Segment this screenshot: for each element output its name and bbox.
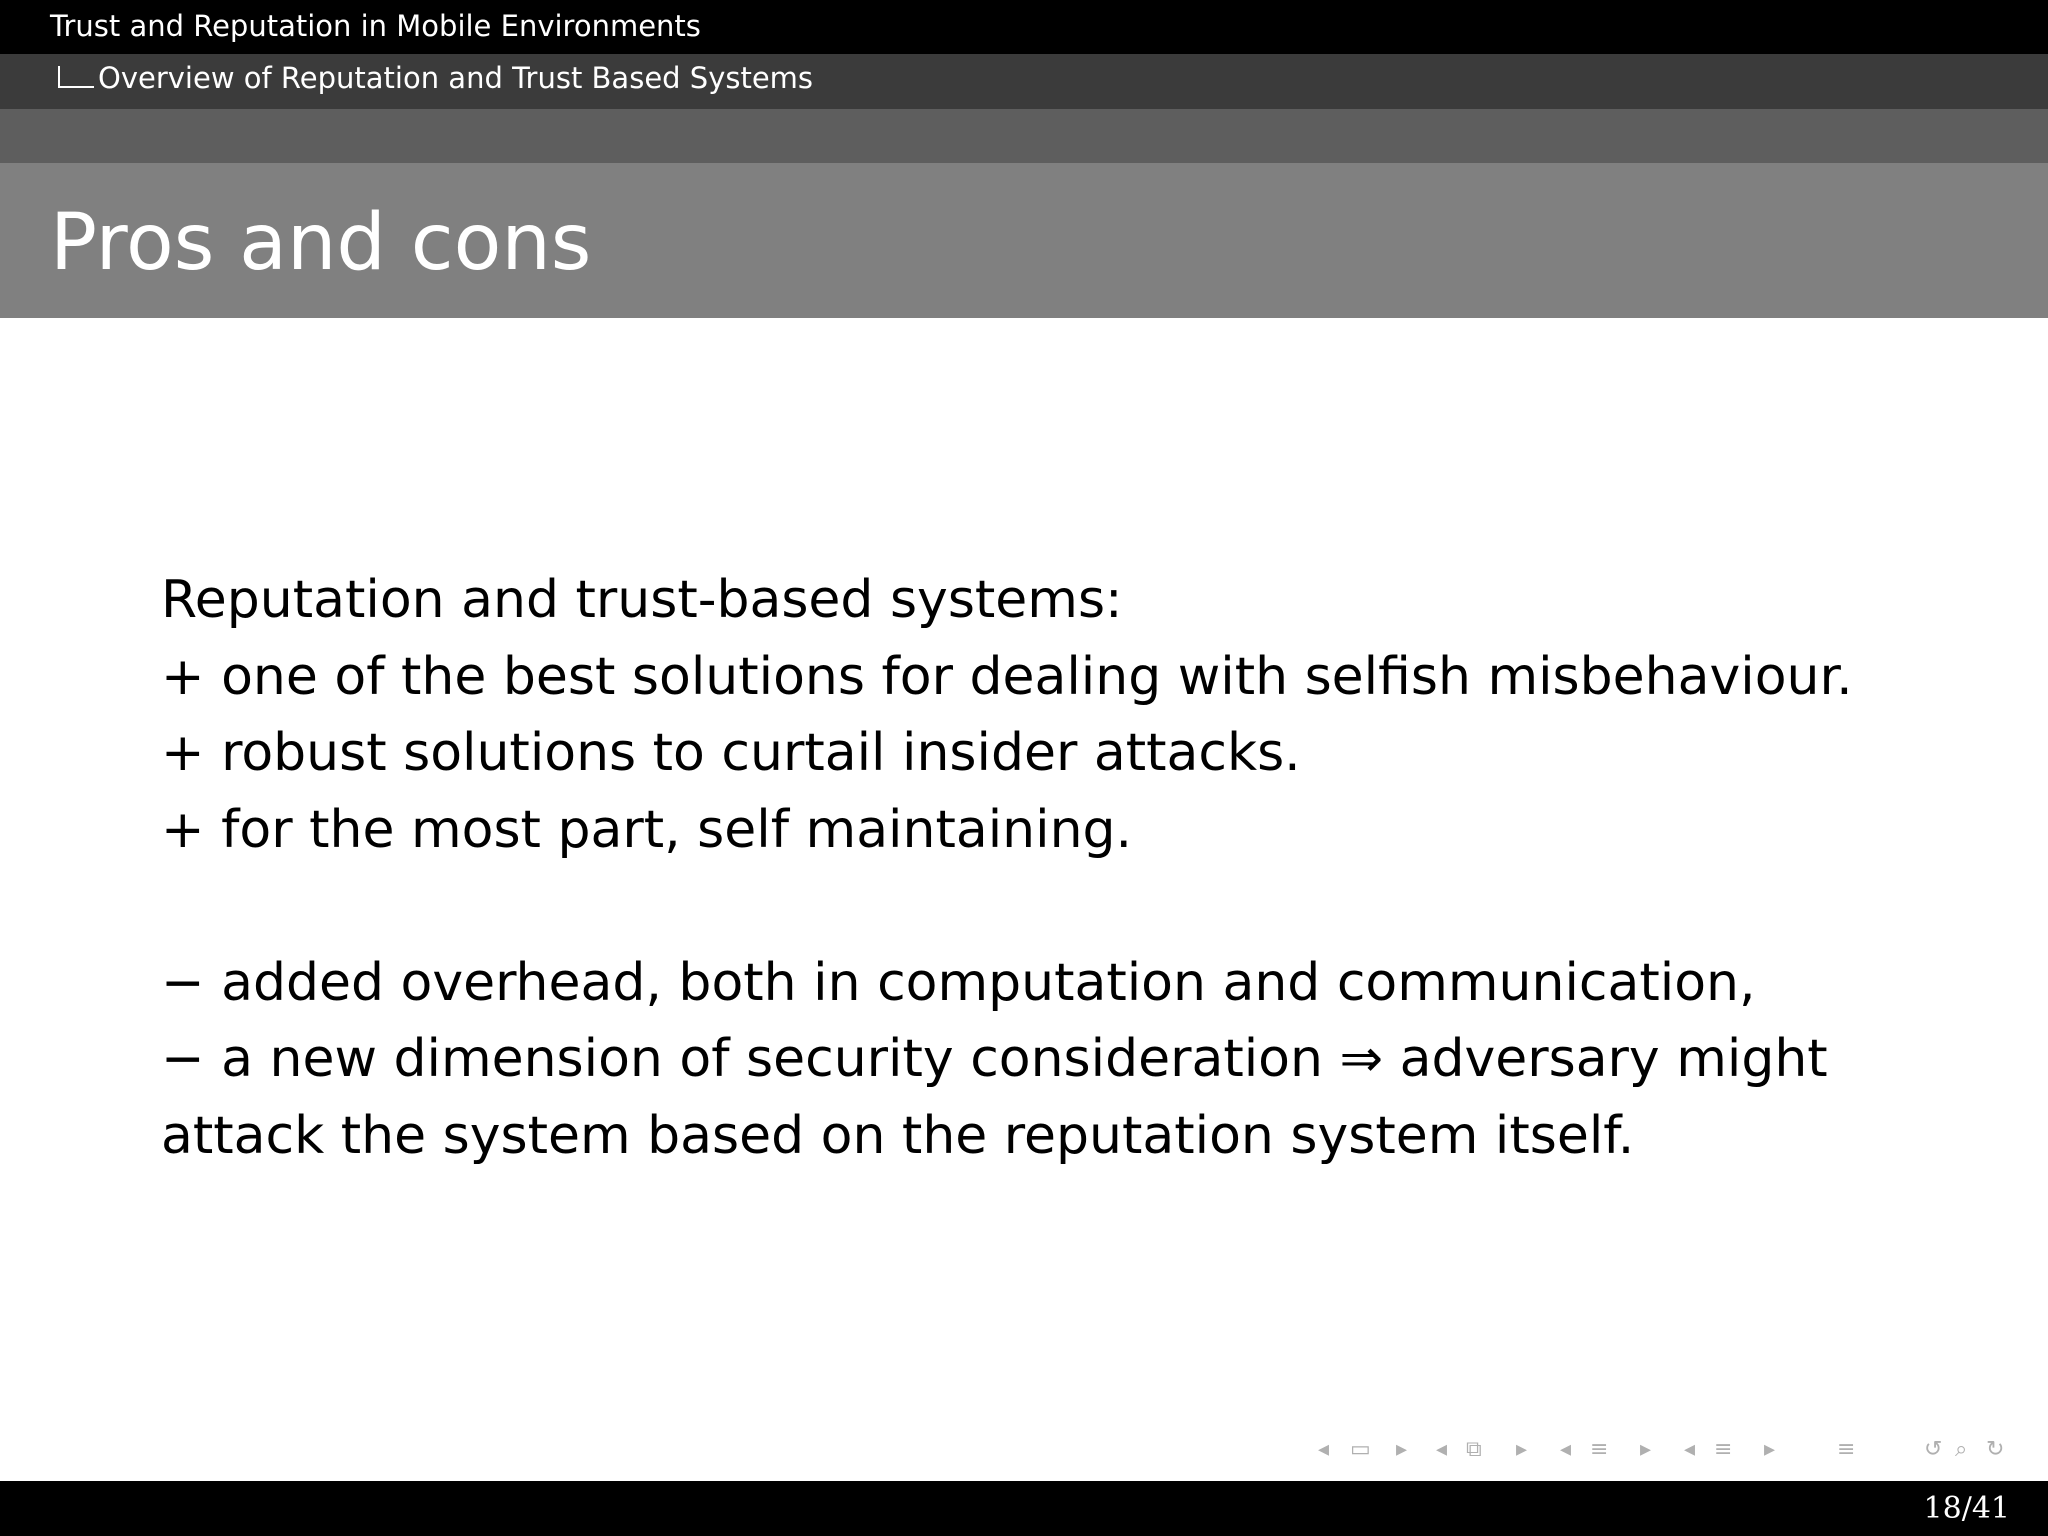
forward-icon[interactable]: ↻ (1986, 1437, 2005, 1462)
section-bar (0, 0, 2048, 54)
nav-right-arrow-icon[interactable]: ▸ (1764, 1437, 1776, 1462)
pro-item: + robust solutions to curtail insider attacks. (161, 723, 1301, 783)
section-icon[interactable]: ≡ (1590, 1437, 1609, 1462)
footer-bar (0, 1481, 2048, 1536)
header-spacer-bar (0, 109, 2048, 163)
frame-icon[interactable]: ▭ (1350, 1437, 1371, 1462)
search-icon[interactable]: ⌕ (1955, 1437, 1968, 1462)
spacer (161, 868, 1961, 945)
nav-right-arrow-icon[interactable]: ▸ (1640, 1437, 1652, 1462)
beamer-navigation (1310, 1436, 2038, 1464)
nav-left-arrow-icon[interactable]: ◂ (1560, 1437, 1572, 1462)
subsection-icon[interactable]: ⧉ (1466, 1437, 1482, 1462)
frame-title-bar (0, 163, 2048, 318)
con-item-continuation: attack the system based on the reputation system itself. (161, 1105, 1635, 1166)
back-icon[interactable]: ↺ (1924, 1437, 1943, 1462)
outline-icon[interactable]: ≡ (1837, 1437, 1856, 1462)
nav-right-arrow-icon[interactable]: ▸ (1396, 1437, 1408, 1462)
subsection-entry[interactable] (58, 61, 814, 95)
nav-left-arrow-icon[interactable]: ◂ (1684, 1437, 1696, 1462)
con-item: − added overhead, both in computation and communication, (161, 952, 1756, 1013)
document-icon[interactable]: ≡ (1714, 1437, 1733, 1462)
pro-item: + one of the best solutions for dealing with selfish misbehaviour. (161, 646, 1853, 707)
slide-body (161, 562, 1961, 1174)
section-title[interactable]: Trust and Reputation in Mobile Environments (50, 9, 701, 43)
con-item: − a new dimension of security consideration ⇒ adversary might (161, 1029, 1828, 1089)
nav-left-arrow-icon[interactable]: ◂ (1436, 1437, 1448, 1462)
intro-line: Reputation and trust-based systems: (161, 570, 1123, 630)
subsection-title: Overview of Reputation and Trust Based Systems (98, 61, 814, 95)
frame-title: Pros and cons (50, 198, 592, 288)
page-number: 18/41 (1923, 1491, 2010, 1526)
nav-right-arrow-icon[interactable]: ▸ (1516, 1437, 1528, 1462)
subsection-bar (0, 54, 2048, 109)
tree-branch-icon (58, 66, 94, 88)
nav-left-arrow-icon[interactable]: ◂ (1318, 1437, 1330, 1462)
pro-item: + for the most part, self maintaining. (161, 799, 1133, 860)
